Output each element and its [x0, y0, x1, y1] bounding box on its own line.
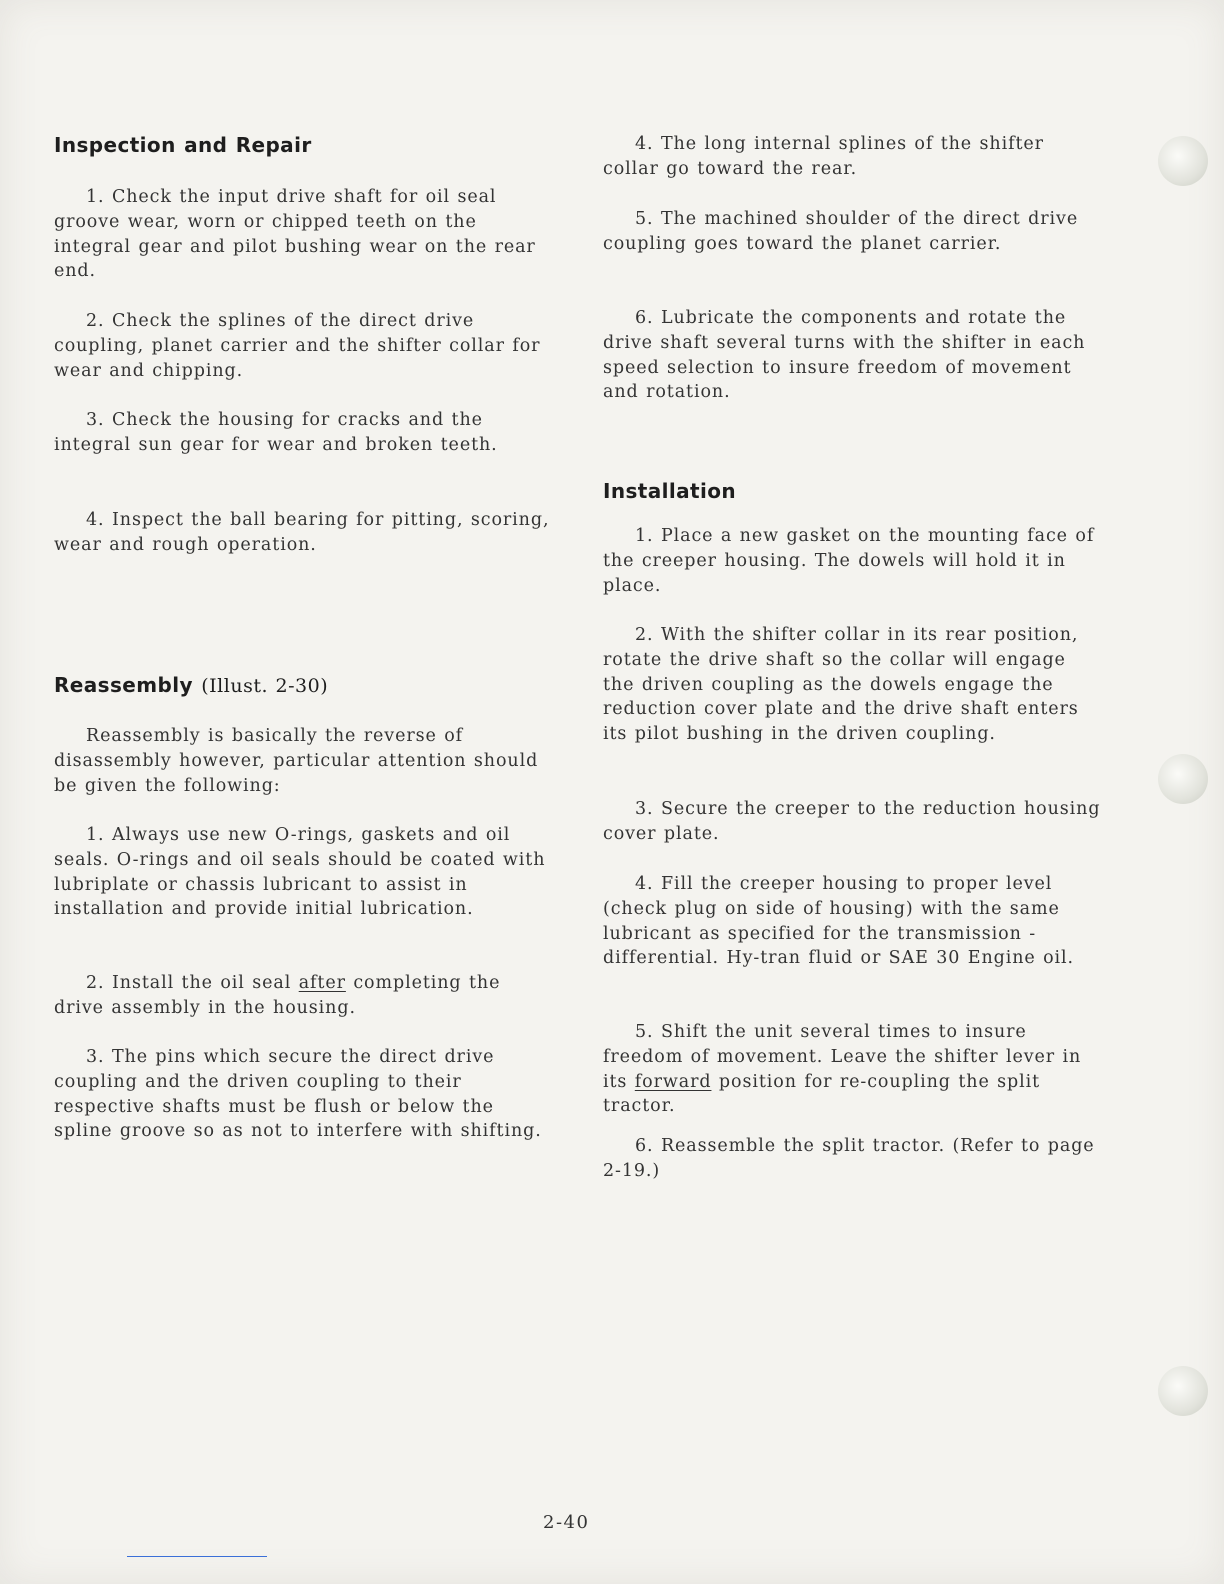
reassembly-item: 3. The pins which secure the direct drive coupling and the driven coupling to their respective shafts must be flush or below the spline groove so as not to interfere with shifting. — [54, 1047, 542, 1142]
installation-item: 1. Place a new gasket on the mounting face of the creeper housing. The dowels will hold it in place. — [603, 526, 1095, 596]
scan-edge-line — [127, 1556, 267, 1557]
reassembly-heading-title: Reassembly — [54, 673, 193, 697]
installation-item: 4. Fill the creeper housing to proper level (check plug on side of housing) with the same lubricant as specified for the transmission - differential. Hy-tran fluid or SAE 30 Engine oil. — [603, 874, 1075, 969]
inspection-item: 3. Check the housing for cracks and the integral sun gear for wear and broken teeth. — [54, 410, 498, 455]
reassembly-item: 4. The long internal splines of the shifter collar go toward the rear. — [603, 134, 1044, 179]
installation-item — [603, 1020, 1103, 1119]
reassembly-item — [54, 971, 554, 1021]
item-text: completing the drive assembly in the housing. — [54, 973, 501, 1018]
installation-item: 6. Reassemble the split tractor. (Refer to page 2-19.) — [603, 1136, 1095, 1181]
inspection-item: 2. Check the splines of the direct drive coupling, planet carrier and the shifter collar for wear and chipping. — [54, 311, 541, 381]
installation-item: 3. Secure the creeper to the reduction housing cover plate. — [603, 799, 1101, 844]
illustration-reference: (Illust. 2-30) — [201, 675, 329, 697]
installation-heading: Installation — [603, 479, 737, 503]
reassembly-intro: Reassembly is basically the reverse of disassembly however, particular attention should be given the following: — [54, 726, 539, 796]
inspection-item: 4. Inspect the ball bearing for pitting, scoring, wear and rough operation. — [54, 510, 550, 555]
binder-hole — [1158, 754, 1208, 804]
installation-item: 2. With the shifter collar in its rear position, rotate the drive shaft so the collar will engage the driven coupling as the dowels engage the reduction cover plate and the drive shaft enters its pilot bushing in the driven coupling. — [603, 625, 1079, 745]
item-text: 2. Install the oil seal — [86, 973, 299, 993]
binder-hole — [1158, 1366, 1208, 1416]
item-text: 5. Shift the unit several times to insure freedom of movement. Leave the shifter lever in its — [603, 1022, 1082, 1092]
reassembly-item: 5. The machined shoulder of the direct drive coupling goes toward the planet carrier. — [603, 209, 1079, 254]
binder-hole — [1158, 136, 1208, 186]
underlined-word: forward — [634, 1071, 712, 1092]
page-number: 2-40 — [543, 1512, 590, 1533]
item-text: position for re-coupling the split tractor. — [603, 1071, 1041, 1117]
reassembly-item: 1. Always use new O-rings, gaskets and oil seals. O-rings and oil seals should be coated with lubriplate or chassis lubricant to assist in installation and provide initial lubrication. — [54, 825, 546, 920]
inspection-heading: Inspection and Repair — [54, 133, 312, 157]
underlined-word: after — [298, 973, 346, 993]
inspection-item: 1. Check the input drive shaft for oil seal groove wear, worn or chipped teeth on the integral gear and pilot bushing wear on the rear end. — [54, 187, 536, 282]
reassembly-heading — [54, 673, 328, 699]
reassembly-item: 6. Lubricate the components and rotate the drive shaft several turns with the shifter in each speed selection to insure freedom of movement and rotation. — [603, 308, 1086, 403]
